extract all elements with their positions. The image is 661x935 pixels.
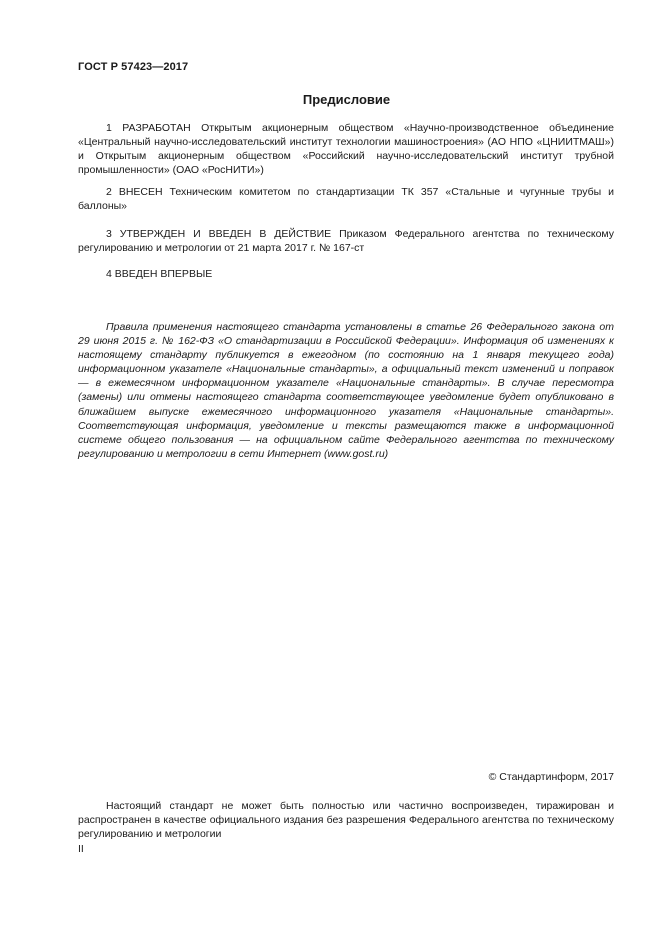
copyright: © Стандартинформ, 2017 <box>488 771 614 783</box>
page-title: Предисловие <box>302 92 391 107</box>
foreword-item-2: 2 ВНЕСЕН Техническим комитетом по стандартизации ТК 357 «Стальные и чугунные трубы и баллоны» <box>78 186 614 212</box>
foreword-item-3: 3 УТВЕРЖДЕН И ВВЕДЕН В ДЕЙСТВИЕ Приказом Федерального агентства по техническому регулированию и метрологии от 21 марта 2017 г. № 167-ст <box>78 228 614 254</box>
application-rules-text: Правила применения настоящего стандарта установлены в статье 26 Федерального закона от 29 июня 2015 г. № 162-ФЗ «О стандартизации в Российской Федерации». Информация об изменениях к настоящему стандарту публикуется в ежегодном (по состоянию на 1 января текущего года) информационном указателе «Национальные стандарты», а официальный текст изменений и поправок — в ежемесячном информационном указателе «Национальные стандарты». В случае пересмотра (замены) или отмены настоящего стандарта соответствующее уведомление будет опубликовано в ближайшем выпуске ежемесячного информационного указателя «Национальные стандарты». Соответствующая информация, уведомление и тексты размещаются также в информационной системе общего пользования — на официальном сайте Федерального агентства по техническому регулированию и метрологии в сети Интернет (www.gost.ru) <box>78 321 614 460</box>
reproduction-notice: Настоящий стандарт не может быть полностью или частично воспроизведен, тиражирован и распространен в качестве официального издания без разрешения Федерального агентства по техническому регулированию и метрологии <box>78 800 614 840</box>
foreword-item-1: 1 РАЗРАБОТАН Открытым акционерным обществом «Научно-производственное объединение «Центральный научно-исследовательский институт технологии машиностроения» (АО НПО «ЦНИИТМАШ») и Открытым акционерным обществом «Российский научно-исследовательский институт трубной промышленности» (ОАО «РосНИТИ») <box>78 122 614 176</box>
foreword-item-4: 4 ВВЕДЕН ВПЕРВЫЕ <box>106 268 213 280</box>
page-number: II <box>78 843 84 855</box>
document-code: ГОСТ Р 57423—2017 <box>78 61 189 73</box>
